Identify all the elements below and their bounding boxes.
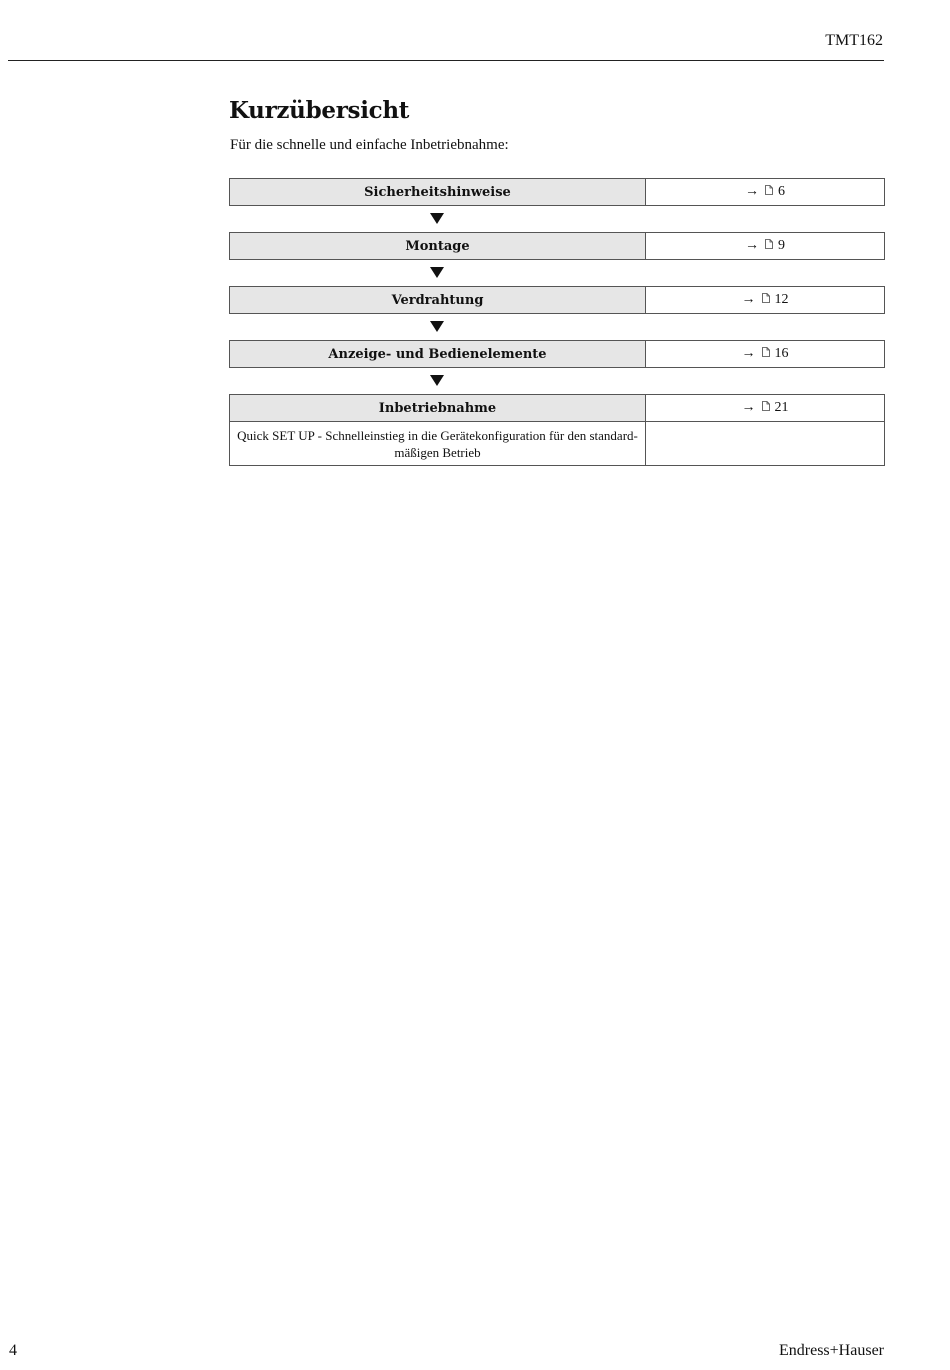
page-reference[interactable] [646, 340, 885, 368]
flow-step [229, 340, 885, 368]
arrow-right-icon: → [741, 400, 756, 415]
brand-footer: Endress+Hauser [779, 1342, 884, 1359]
page-number-ref: 16 [774, 346, 789, 361]
empty-cell [646, 422, 885, 466]
flow-step [229, 178, 885, 206]
flow-step [229, 394, 885, 422]
arrow-right-icon: → [741, 292, 756, 307]
page-icon [762, 401, 770, 411]
page-number-ref: 21 [774, 400, 789, 415]
arrow-down-icon [430, 321, 444, 332]
step-label-display-controls: Anzeige- und Bedienelemente [229, 340, 646, 368]
header-divider [8, 60, 884, 61]
step-label-safety: Sicherheitshinweise [229, 178, 646, 206]
quick-start-flowchart [229, 178, 885, 466]
arrow-down-icon [430, 267, 444, 278]
page-title: Kurzübersicht [229, 97, 410, 124]
flow-connector [229, 260, 646, 286]
page-reference[interactable] [646, 394, 885, 422]
page-icon [762, 347, 770, 357]
page-icon [765, 239, 773, 249]
quick-setup-description: Quick SET UP - Schnelleinstieg in die Gerätekonfiguration für den standard-mäßigen Betrieb [229, 422, 646, 466]
page-icon [765, 185, 773, 195]
page-number-ref: 12 [774, 292, 789, 307]
page-number-ref: 9 [778, 238, 785, 253]
step-label-commissioning: Inbetriebnahme [229, 394, 646, 422]
flow-step [229, 232, 885, 260]
flow-connector [229, 206, 646, 232]
page-reference[interactable] [646, 232, 885, 260]
arrow-right-icon: → [741, 346, 756, 361]
step-label-mounting: Montage [229, 232, 646, 260]
document-id: TMT162 [825, 32, 883, 49]
flow-step [229, 286, 885, 314]
intro-text: Für die schnelle und einfache Inbetriebnahme: [230, 137, 509, 153]
arrow-down-icon [430, 213, 444, 224]
flow-connector [229, 368, 646, 394]
page-reference[interactable] [646, 286, 885, 314]
page-number: 4 [9, 1342, 17, 1359]
arrow-right-icon: → [745, 184, 759, 199]
arrow-right-icon: → [745, 238, 759, 253]
arrow-down-icon [430, 375, 444, 386]
page-number-ref: 6 [778, 184, 785, 199]
page-reference[interactable] [646, 178, 885, 206]
step-label-wiring: Verdrahtung [229, 286, 646, 314]
step-detail-row [229, 422, 885, 466]
page-icon [762, 293, 770, 303]
flow-connector [229, 314, 646, 340]
